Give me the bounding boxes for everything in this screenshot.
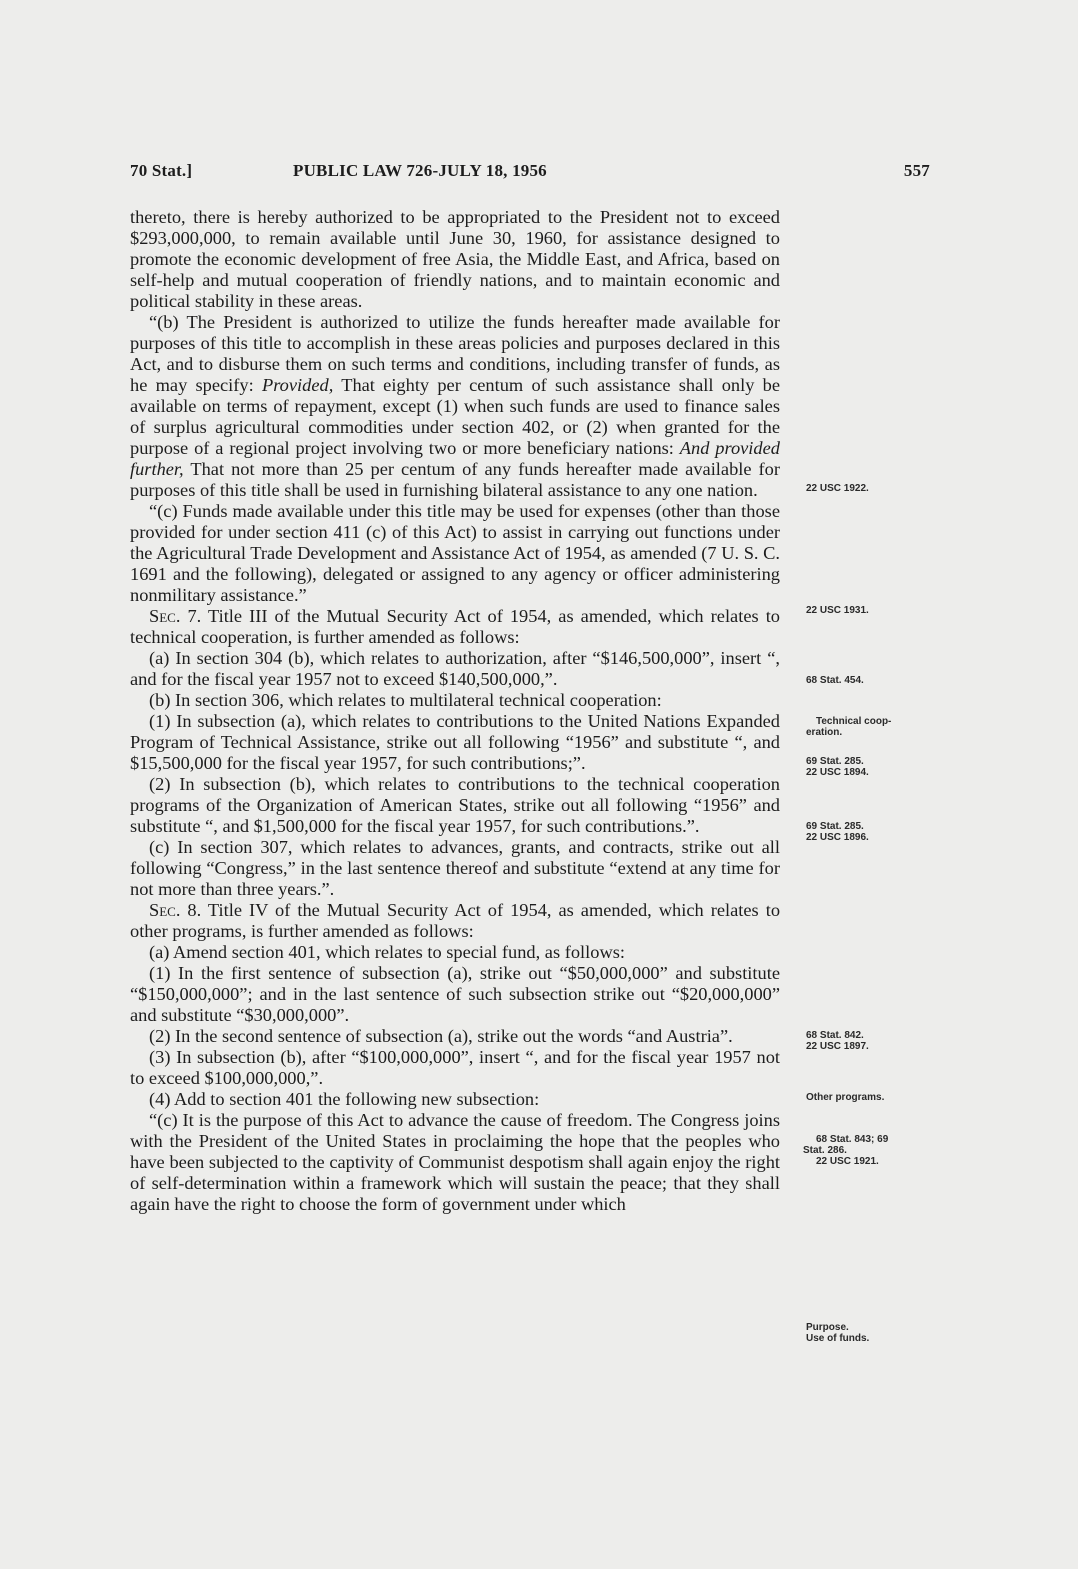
section-8-a-1: (1) In the first sentence of subsection (a), strike out “$50,000,000” and substitute “$150,000,000”; and in the last sentence of such subsection strike out “$20,000,000” and substitute “$30,000,000”. [130,963,780,1025]
section-7-a: (a) In section 304 (b), which relates to authorization, after “$146,500,000”, insert “, and for the fiscal year 1957 not to exceed $140,500,000,”. [130,648,780,689]
section-8-a: (a) Amend section 401, which relates to special fund, as follows: [149,942,625,962]
section-8-c: “(c) It is the purpose of this Act to advance the cause of freedom. The Congress joins with the President of the United States in proclaiming the hope that the peoples who have been subjected to the captivity of Communist despotism shall again enjoy the right of self-determination within a framework which will sustain the peace; that they shall again have the right to choose the form of government under which [130,1110,780,1214]
margin-note: Other programs. [806,1092,885,1103]
margin-note: Technical coop- eration. [806,716,892,738]
section-7-b: (b) In section 306, which relates to multilateral technical cooperation: [149,690,662,710]
margin-note: 69 Stat. 285. 22 USC 1894. [806,756,869,778]
law-title: PUBLIC LAW 726-JULY 18, 1956 [293,161,547,180]
margin-note: 22 USC 1931. [806,605,869,616]
section-8: Sec. 8. Title IV of the Mutual Security Act of 1954, as amended, which relates to other programs, is further amended as follows: [130,900,781,941]
body-text [130,207,780,1215]
margin-note: 68 Stat. 454. [806,675,864,686]
section-7: Sec. 7. Title III of the Mutual Security Act of 1954, as amended, which relates to technical cooperation, is further amended as follows: [130,606,780,647]
volume-reference: 70 Stat.] [130,161,193,180]
section-8-a-2: (2) In the second sentence of subsection (a), strike out the words “and Austria”. [149,1026,733,1046]
paragraph-c: “(c) Funds made available under this title may be used for expenses (other than those provided for under section 411 (c) of this Act) to assist in carrying out functions under the Agricultural Trade Development and Assistance Act of 1954, as amended (7 U. S. C. 1691 and the following), delegated or assigned to any agency or officer administering nonmilitary assistance.” [130,501,780,605]
margin-note: 68 Stat. 843; 69 Stat. 286. 22 USC 1921. [803,1134,889,1167]
margin-note: 68 Stat. 842. 22 USC 1897. [806,1030,869,1052]
margin-note: Purpose. Use of funds. [806,1322,870,1344]
section-7-b-2: (2) In subsection (b), which relates to contributions to the technical cooperation programs of the Organization of American States, strike out all following “1956” and substitute “, and $1,500,000 for the fiscal year 1957, for such contributions.”. [130,774,780,836]
section-7-b-1: (1) In subsection (a), which relates to contributions to the United Nations Expanded Program of Technical Assistance, strike out all following “1956” and substitute “, and $15,500,000 for the fiscal year 1957, for such contributions;”. [130,711,780,773]
page-number: 557 [903,161,930,180]
section-7-c: (c) In section 307, which relates to advances, grants, and contracts, strike out all following “Congress,” in the last sentence thereof and substitute “extend at any time for not more than three years.”. [130,837,780,899]
page-header [130,161,930,187]
section-8-a-4: (4) Add to section 401 the following new subsection: [149,1089,540,1109]
margin-note: 22 USC 1922. [806,483,869,494]
section-8-a-3: (3) In subsection (b), after “$100,000,000”, insert “, and for the fiscal year 1957 not to exceed $100,000,000,”. [130,1047,780,1088]
margin-note: 69 Stat. 285. 22 USC 1896. [806,821,869,843]
paragraph-b: “(b) The President is authorized to utilize the funds hereafter made available for purposes of this title to accomplish in these areas policies and purposes declared in this Act, and to disburse them on such terms and conditions, including transfer of funds, as he may specify: Provided, That eighty per centum of such assistance shall only be available on terms of repayment, except (1) when such funds are used to finance sales of surplus agricultural commodities under section 402, or (2) when granted for the purpose of a regional project involving two or more beneficiary nations: And provided further, That not more than 25 per centum of any funds hereafter made available for purposes of this title shall be used in furnishing bilateral assistance to any one nation. [130,312,781,500]
paragraph: thereto, there is hereby authorized to be appropriated to the President not to exceed $293,000,000, to remain available until June 30, 1960, for assistance designed to promote the economic development of free Asia, the Middle East, and Africa, based on self-help and mutual cooperation of friendly nations, and to maintain economic and political stability in these areas. [130,207,780,311]
